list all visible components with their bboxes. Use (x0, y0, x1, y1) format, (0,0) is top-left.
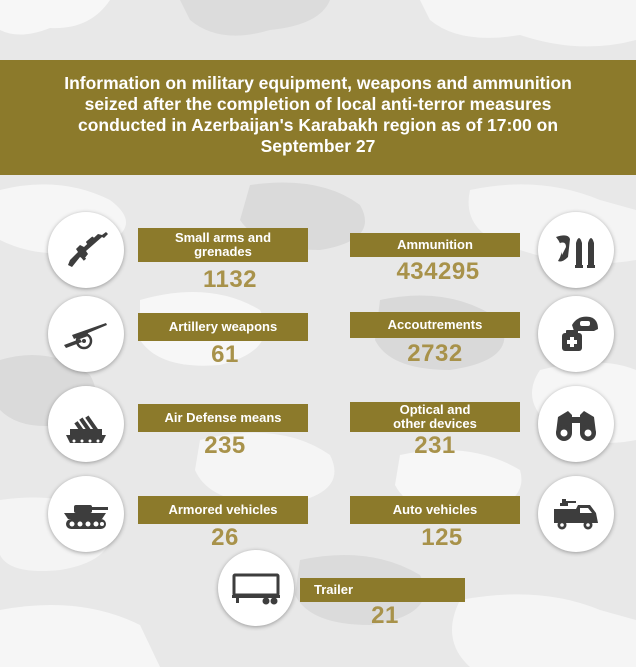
label-trailer: Trailer (300, 578, 465, 602)
value-optical: 231 (414, 432, 456, 459)
label-optical: Optical and other devices (350, 402, 520, 432)
ammunition-icon (538, 212, 614, 288)
value-armored-vehicles: 26 (211, 524, 239, 551)
label-artillery: Artillery weapons (138, 313, 308, 341)
trailer-icon (218, 550, 294, 626)
value-auto-vehicles: 125 (421, 524, 463, 551)
header-title: Information on military equipment, weapons and ammunition seized after the completion of local anti-terror measures conducted in Azerbaijan's Karabakh region as of 17:00 on September 27 (64, 72, 572, 156)
pickup-truck-icon (538, 476, 614, 552)
value-artillery: 61 (211, 341, 239, 368)
value-air-defense: 235 (204, 432, 246, 459)
label-armored-vehicles: Armored vehicles (138, 496, 308, 524)
tank-icon (48, 476, 124, 552)
value-small-arms: 1132 (202, 266, 258, 293)
header-banner (0, 60, 636, 175)
artillery-icon (48, 296, 124, 372)
label-small-arms: Small arms and grenades (138, 228, 308, 262)
value-trailer: 21 (371, 602, 399, 629)
label-air-defense: Air Defense means (138, 404, 308, 432)
label-ammunition: Ammunition (350, 233, 520, 257)
value-ammunition: 434295 (396, 258, 480, 285)
value-accoutrements: 2732 (407, 340, 463, 367)
label-auto-vehicles: Auto vehicles (350, 496, 520, 524)
label-accoutrements: Accoutrements (350, 312, 520, 338)
rifle-icon (48, 212, 124, 288)
binoculars-icon (538, 386, 614, 462)
air-defense-icon (48, 386, 124, 462)
helmet-medkit-icon (538, 296, 614, 372)
